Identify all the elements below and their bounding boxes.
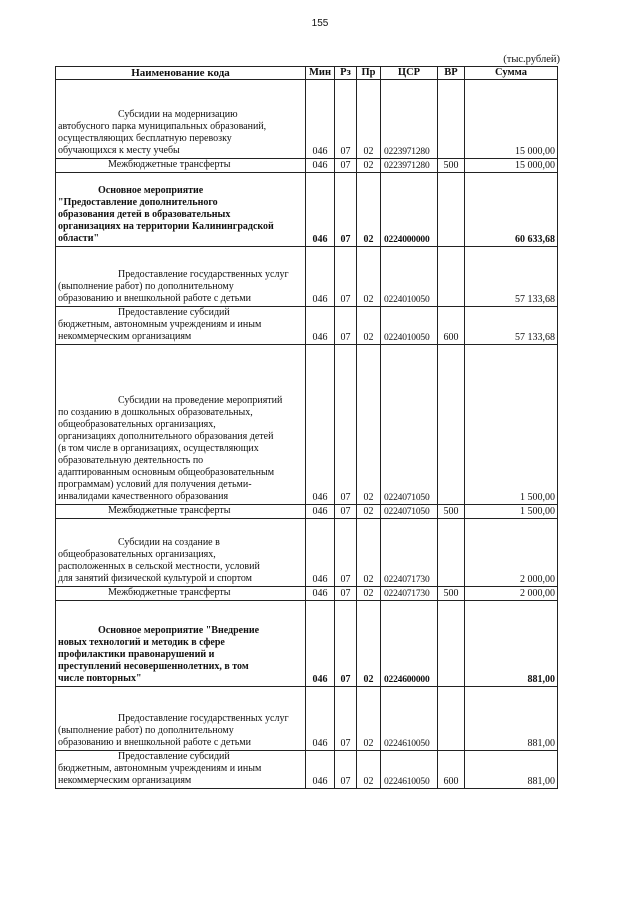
row-name-line: области" <box>58 233 100 244</box>
header-csr: ЦСР <box>381 67 438 80</box>
table-row <box>56 247 558 307</box>
cell-min: 046 <box>306 345 335 505</box>
cell-csr: 0224600000 <box>381 601 438 687</box>
cell-csr: 0224610050 <box>381 687 438 751</box>
cell-sum: 881,00 <box>465 601 558 687</box>
cell-csr: 0224071050 <box>381 345 438 505</box>
row-name-line: "Предоставление дополнительного <box>58 197 218 208</box>
header-sum: Сумма <box>465 67 558 80</box>
row-name-line: бюджетным, автономным учреждениям и иным <box>58 319 262 330</box>
row-name-line: общеобразовательных организациях, <box>58 549 216 560</box>
cell-vr <box>438 80 465 159</box>
cell-pr: 02 <box>357 687 381 751</box>
row-name <box>56 687 306 751</box>
cell-pr: 02 <box>357 345 381 505</box>
row-name <box>56 159 306 173</box>
row-name-line: бюджетным, автономным учреждениям и иным <box>58 763 262 774</box>
cell-pr: 02 <box>357 80 381 159</box>
row-name-line: Предоставление государственных услуг <box>118 713 289 724</box>
cell-vr: 500 <box>438 505 465 519</box>
cell-min: 046 <box>306 505 335 519</box>
row-name-line: (выполнение работ) по дополнительному <box>58 281 234 292</box>
table-row <box>56 751 558 789</box>
row-name-line: Межбюджетные трансферты <box>108 159 231 170</box>
cell-vr <box>438 601 465 687</box>
row-name-line: организациях дополнительного образования детей <box>58 431 274 442</box>
cell-rz: 07 <box>335 687 357 751</box>
cell-min: 046 <box>306 601 335 687</box>
cell-csr: 0223971280 <box>381 159 438 173</box>
cell-rz: 07 <box>335 173 357 247</box>
table-row <box>56 687 558 751</box>
table-row <box>56 601 558 687</box>
row-name-line: образования детей в образовательных <box>58 209 231 220</box>
cell-sum: 60 633,68 <box>465 173 558 247</box>
cell-vr <box>438 687 465 751</box>
cell-min: 046 <box>306 751 335 789</box>
cell-vr: 600 <box>438 307 465 345</box>
row-name-line: Субсидии на создание в <box>118 537 220 548</box>
budget-table <box>55 66 558 789</box>
table-row <box>56 505 558 519</box>
row-name <box>56 519 306 587</box>
row-name-line: адаптированным основным общеобразовательным <box>58 467 275 478</box>
row-name-line: Предоставление государственных услуг <box>118 269 289 280</box>
cell-rz: 07 <box>335 345 357 505</box>
row-name-line: Межбюджетные трансферты <box>108 505 231 516</box>
cell-sum: 881,00 <box>465 687 558 751</box>
cell-csr: 0224000000 <box>381 173 438 247</box>
header-min: Мин <box>306 67 335 80</box>
cell-min: 046 <box>306 687 335 751</box>
table-row <box>56 159 558 173</box>
cell-rz: 07 <box>335 247 357 307</box>
cell-sum: 881,00 <box>465 751 558 789</box>
cell-csr: 0224071050 <box>381 505 438 519</box>
cell-pr: 02 <box>357 751 381 789</box>
row-name-line: осуществляющих бесплатную перевозку <box>58 133 232 144</box>
cell-rz: 07 <box>335 601 357 687</box>
cell-min: 046 <box>306 80 335 159</box>
cell-pr: 02 <box>357 601 381 687</box>
row-name-line: образованию и внешкольной работе с детьми <box>58 293 251 304</box>
table-row <box>56 80 558 159</box>
cell-rz: 07 <box>335 751 357 789</box>
cell-sum: 1 500,00 <box>465 505 558 519</box>
row-name-line: Предоставление субсидий <box>118 751 230 762</box>
cell-sum: 15 000,00 <box>465 159 558 173</box>
row-name-line: Предоставление субсидий <box>118 307 230 318</box>
row-name <box>56 751 306 789</box>
cell-pr: 02 <box>357 587 381 601</box>
cell-vr <box>438 519 465 587</box>
row-name-line: программам) условий для получения детьми- <box>58 479 252 490</box>
header-rz: Рз <box>335 67 357 80</box>
row-name-line: преступлений несовершеннолетних, в том <box>58 661 249 672</box>
cell-min: 046 <box>306 173 335 247</box>
cell-rz: 07 <box>335 159 357 173</box>
cell-pr: 02 <box>357 173 381 247</box>
row-name-line: некоммерческим организациям <box>58 331 192 342</box>
cell-pr: 02 <box>357 159 381 173</box>
row-name <box>56 173 306 247</box>
table-row <box>56 519 558 587</box>
cell-csr: 0224010050 <box>381 307 438 345</box>
row-name-line: числе повторных" <box>58 673 142 684</box>
cell-vr: 500 <box>438 587 465 601</box>
cell-sum: 2 000,00 <box>465 519 558 587</box>
cell-pr: 02 <box>357 247 381 307</box>
cell-min: 046 <box>306 587 335 601</box>
cell-sum: 57 133,68 <box>465 307 558 345</box>
cell-csr: 0223971280 <box>381 80 438 159</box>
cell-vr <box>438 345 465 505</box>
cell-vr <box>438 247 465 307</box>
table-row <box>56 173 558 247</box>
units-label: (тыс.рублей) <box>503 54 560 65</box>
row-name <box>56 587 306 601</box>
cell-min: 046 <box>306 159 335 173</box>
row-name <box>56 80 306 159</box>
row-name <box>56 307 306 345</box>
row-name-line: общеобразовательных организациях, <box>58 419 216 430</box>
row-name-line: автобусного парка муниципальных образований, <box>58 121 267 132</box>
row-name-line: (в том числе в организациях, осуществляющих <box>58 443 259 454</box>
header-pr: Пр <box>357 67 381 80</box>
cell-pr: 02 <box>357 505 381 519</box>
cell-csr: 0224610050 <box>381 751 438 789</box>
table-row <box>56 307 558 345</box>
row-name-line: организациях на территории Калининградской <box>58 221 274 232</box>
cell-rz: 07 <box>335 587 357 601</box>
cell-rz: 07 <box>335 80 357 159</box>
row-name <box>56 247 306 307</box>
row-name-line: по созданию в дошкольных образовательных, <box>58 407 253 418</box>
row-name-line: (выполнение работ) по дополнительному <box>58 725 234 736</box>
table-row <box>56 587 558 601</box>
cell-min: 046 <box>306 307 335 345</box>
row-name-line: Основное мероприятие "Внедрение <box>98 625 260 636</box>
header-name: Наименование кода <box>56 67 306 80</box>
row-name-line: Субсидии на проведение мероприятий <box>118 395 283 406</box>
cell-min: 046 <box>306 247 335 307</box>
table-header-row <box>56 67 558 80</box>
cell-vr: 500 <box>438 159 465 173</box>
header-vr: ВР <box>438 67 465 80</box>
row-name-line: Основное мероприятие <box>98 185 204 196</box>
row-name <box>56 601 306 687</box>
cell-rz: 07 <box>335 307 357 345</box>
cell-csr: 0224010050 <box>381 247 438 307</box>
row-name <box>56 505 306 519</box>
row-name <box>56 345 306 505</box>
row-name-line: для занятий физической культурой и спортом <box>58 573 253 584</box>
row-name-line: профилактики правонарушений и <box>58 649 215 660</box>
cell-pr: 02 <box>357 307 381 345</box>
cell-csr: 0224071730 <box>381 587 438 601</box>
row-name-line: Межбюджетные трансферты <box>108 587 231 598</box>
row-name-line: обучающихся к месту учебы <box>58 145 180 156</box>
cell-sum: 57 133,68 <box>465 247 558 307</box>
cell-sum: 15 000,00 <box>465 80 558 159</box>
cell-sum: 2 000,00 <box>465 587 558 601</box>
row-name-line: образовательную деятельность по <box>58 455 204 466</box>
page-number: 155 <box>311 18 329 29</box>
row-name-line: Субсидии на модернизацию <box>118 109 238 120</box>
cell-pr: 02 <box>357 519 381 587</box>
cell-vr: 600 <box>438 751 465 789</box>
cell-csr: 0224071730 <box>381 519 438 587</box>
row-name-line: расположенных в сельской местности, условий <box>58 561 260 572</box>
row-name-line: новых технологий и методик в сфере <box>58 637 225 648</box>
cell-rz: 07 <box>335 505 357 519</box>
table-row <box>56 345 558 505</box>
cell-rz: 07 <box>335 519 357 587</box>
cell-min: 046 <box>306 519 335 587</box>
cell-sum: 1 500,00 <box>465 345 558 505</box>
row-name-line: инвалидами качественного образования <box>58 491 229 502</box>
cell-vr <box>438 173 465 247</box>
row-name-line: некоммерческим организациям <box>58 775 192 786</box>
row-name-line: образованию и внешкольной работе с детьми <box>58 737 251 748</box>
